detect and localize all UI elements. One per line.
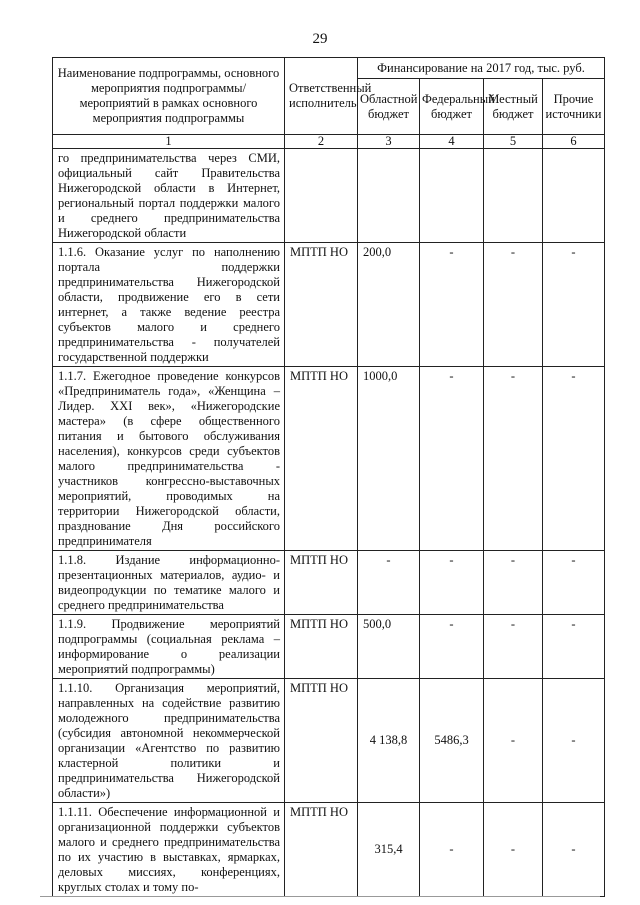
row-federal-value: -: [420, 367, 484, 551]
table-row: [53, 149, 605, 243]
row-local-value: -: [484, 803, 543, 897]
row-responsible: МПТП НО: [285, 551, 358, 615]
row-responsible: [285, 149, 358, 243]
page-bottom-divider: [40, 896, 600, 897]
column-number: 1: [53, 135, 285, 149]
header-local-budget: Местный бюджет: [484, 79, 543, 135]
row-other-value: -: [543, 243, 605, 367]
header-responsible-column: Ответственный исполнитель: [285, 58, 358, 135]
page-number: 29: [312, 31, 328, 47]
row-federal-value: -: [420, 551, 484, 615]
table-row: [53, 551, 605, 615]
header-name-column: Наименование подпрограммы, основного мероприятия подпрограммы/мероприятий в рамках основного мероприятия подпрограммы: [53, 58, 285, 135]
header-federal-budget: Федеральный бюджет: [420, 79, 484, 135]
row-other-value: -: [543, 551, 605, 615]
row-responsible: МПТП НО: [285, 615, 358, 679]
row-other-value: [543, 149, 605, 243]
row-local-value: [484, 149, 543, 243]
row-other-value: -: [543, 803, 605, 897]
row-regional-value: [358, 149, 420, 243]
header-other-sources: Прочие источники: [543, 79, 605, 135]
row-responsible: МПТП НО: [285, 679, 358, 803]
table-row: [53, 367, 605, 551]
column-number: 6: [543, 135, 605, 149]
column-number: 5: [484, 135, 543, 149]
row-description: го предпринимательства через СМИ, официальный сайт Правительства Нижегородской области в Интернет, региональный портал поддержки малого и среднего предпринимательства Нижегородской области: [53, 149, 285, 243]
row-federal-value: -: [420, 803, 484, 897]
row-federal-value: 5486,3: [420, 679, 484, 803]
row-description: 1.1.6. Оказание услуг по наполнению портала поддержки предпринимательства Нижегородской области, продвижение его в сети интернет, а также ведение реестра субъектов малого и среднего предпринимательства - получателей государственной поддержки: [53, 243, 285, 367]
row-regional-value: 200,0: [358, 243, 420, 367]
row-federal-value: [420, 149, 484, 243]
table-row: [53, 615, 605, 679]
column-number: 4: [420, 135, 484, 149]
column-number-row: [53, 135, 605, 149]
row-local-value: -: [484, 615, 543, 679]
table-row: [53, 679, 605, 803]
row-regional-value: 1000,0: [358, 367, 420, 551]
table-row: [53, 243, 605, 367]
row-responsible: МПТП НО: [285, 367, 358, 551]
row-description: 1.1.7. Ежегодное проведение конкурсов «Предприниматель года», «Женщина – Лидер. XXI век», «Нижегородские мастера» (в сфере общественного питания и бытового обслуживания населения), конкурсов среди субъектов малого предпринимательства - участников конгрессно-выставочных мероприятий, проводимых на территории Нижегородской области, празднование Дня российского предпринимателя: [53, 367, 285, 551]
row-description: 1.1.10. Организация мероприятий, направленных на содействие развитию молодежного предпринимательства (субсидия автономной некоммерческой организации «Агентство по развитию кластерной политики и предпринимательства Нижегородской области»): [53, 679, 285, 803]
row-description: 1.1.11. Обеспечение информационной и организационной поддержки субъектов малого и среднего предпринимательства по их участию в выставках, ярмарках, деловых миссиях, конференциях, круглых столах и тому по-: [53, 803, 285, 897]
row-regional-value: -: [358, 551, 420, 615]
row-regional-value: 315,4: [358, 803, 420, 897]
row-description: 1.1.8. Издание информационно-презентационных материалов, аудио- и видеопродукции по тематике малого и среднего предпринимательства: [53, 551, 285, 615]
header-financing: Финансирование на 2017 год, тыс. руб.: [358, 58, 605, 79]
row-local-value: -: [484, 679, 543, 803]
row-other-value: -: [543, 679, 605, 803]
row-local-value: -: [484, 243, 543, 367]
row-local-value: -: [484, 551, 543, 615]
column-number: 3: [358, 135, 420, 149]
row-regional-value: 500,0: [358, 615, 420, 679]
row-federal-value: -: [420, 615, 484, 679]
row-regional-value: 4 138,8: [358, 679, 420, 803]
row-responsible: МПТП НО: [285, 803, 358, 897]
row-other-value: -: [543, 367, 605, 551]
table-row: [53, 803, 605, 897]
row-responsible: МПТП НО: [285, 243, 358, 367]
row-federal-value: -: [420, 243, 484, 367]
row-other-value: -: [543, 615, 605, 679]
row-local-value: -: [484, 367, 543, 551]
header-regional-budget: Областной бюджет: [358, 79, 420, 135]
column-number: 2: [285, 135, 358, 149]
financing-table: [52, 57, 605, 897]
row-description: 1.1.9. Продвижение мероприятий подпрограммы (социальная реклама – информирование о реализации мероприятий подпрограммы): [53, 615, 285, 679]
